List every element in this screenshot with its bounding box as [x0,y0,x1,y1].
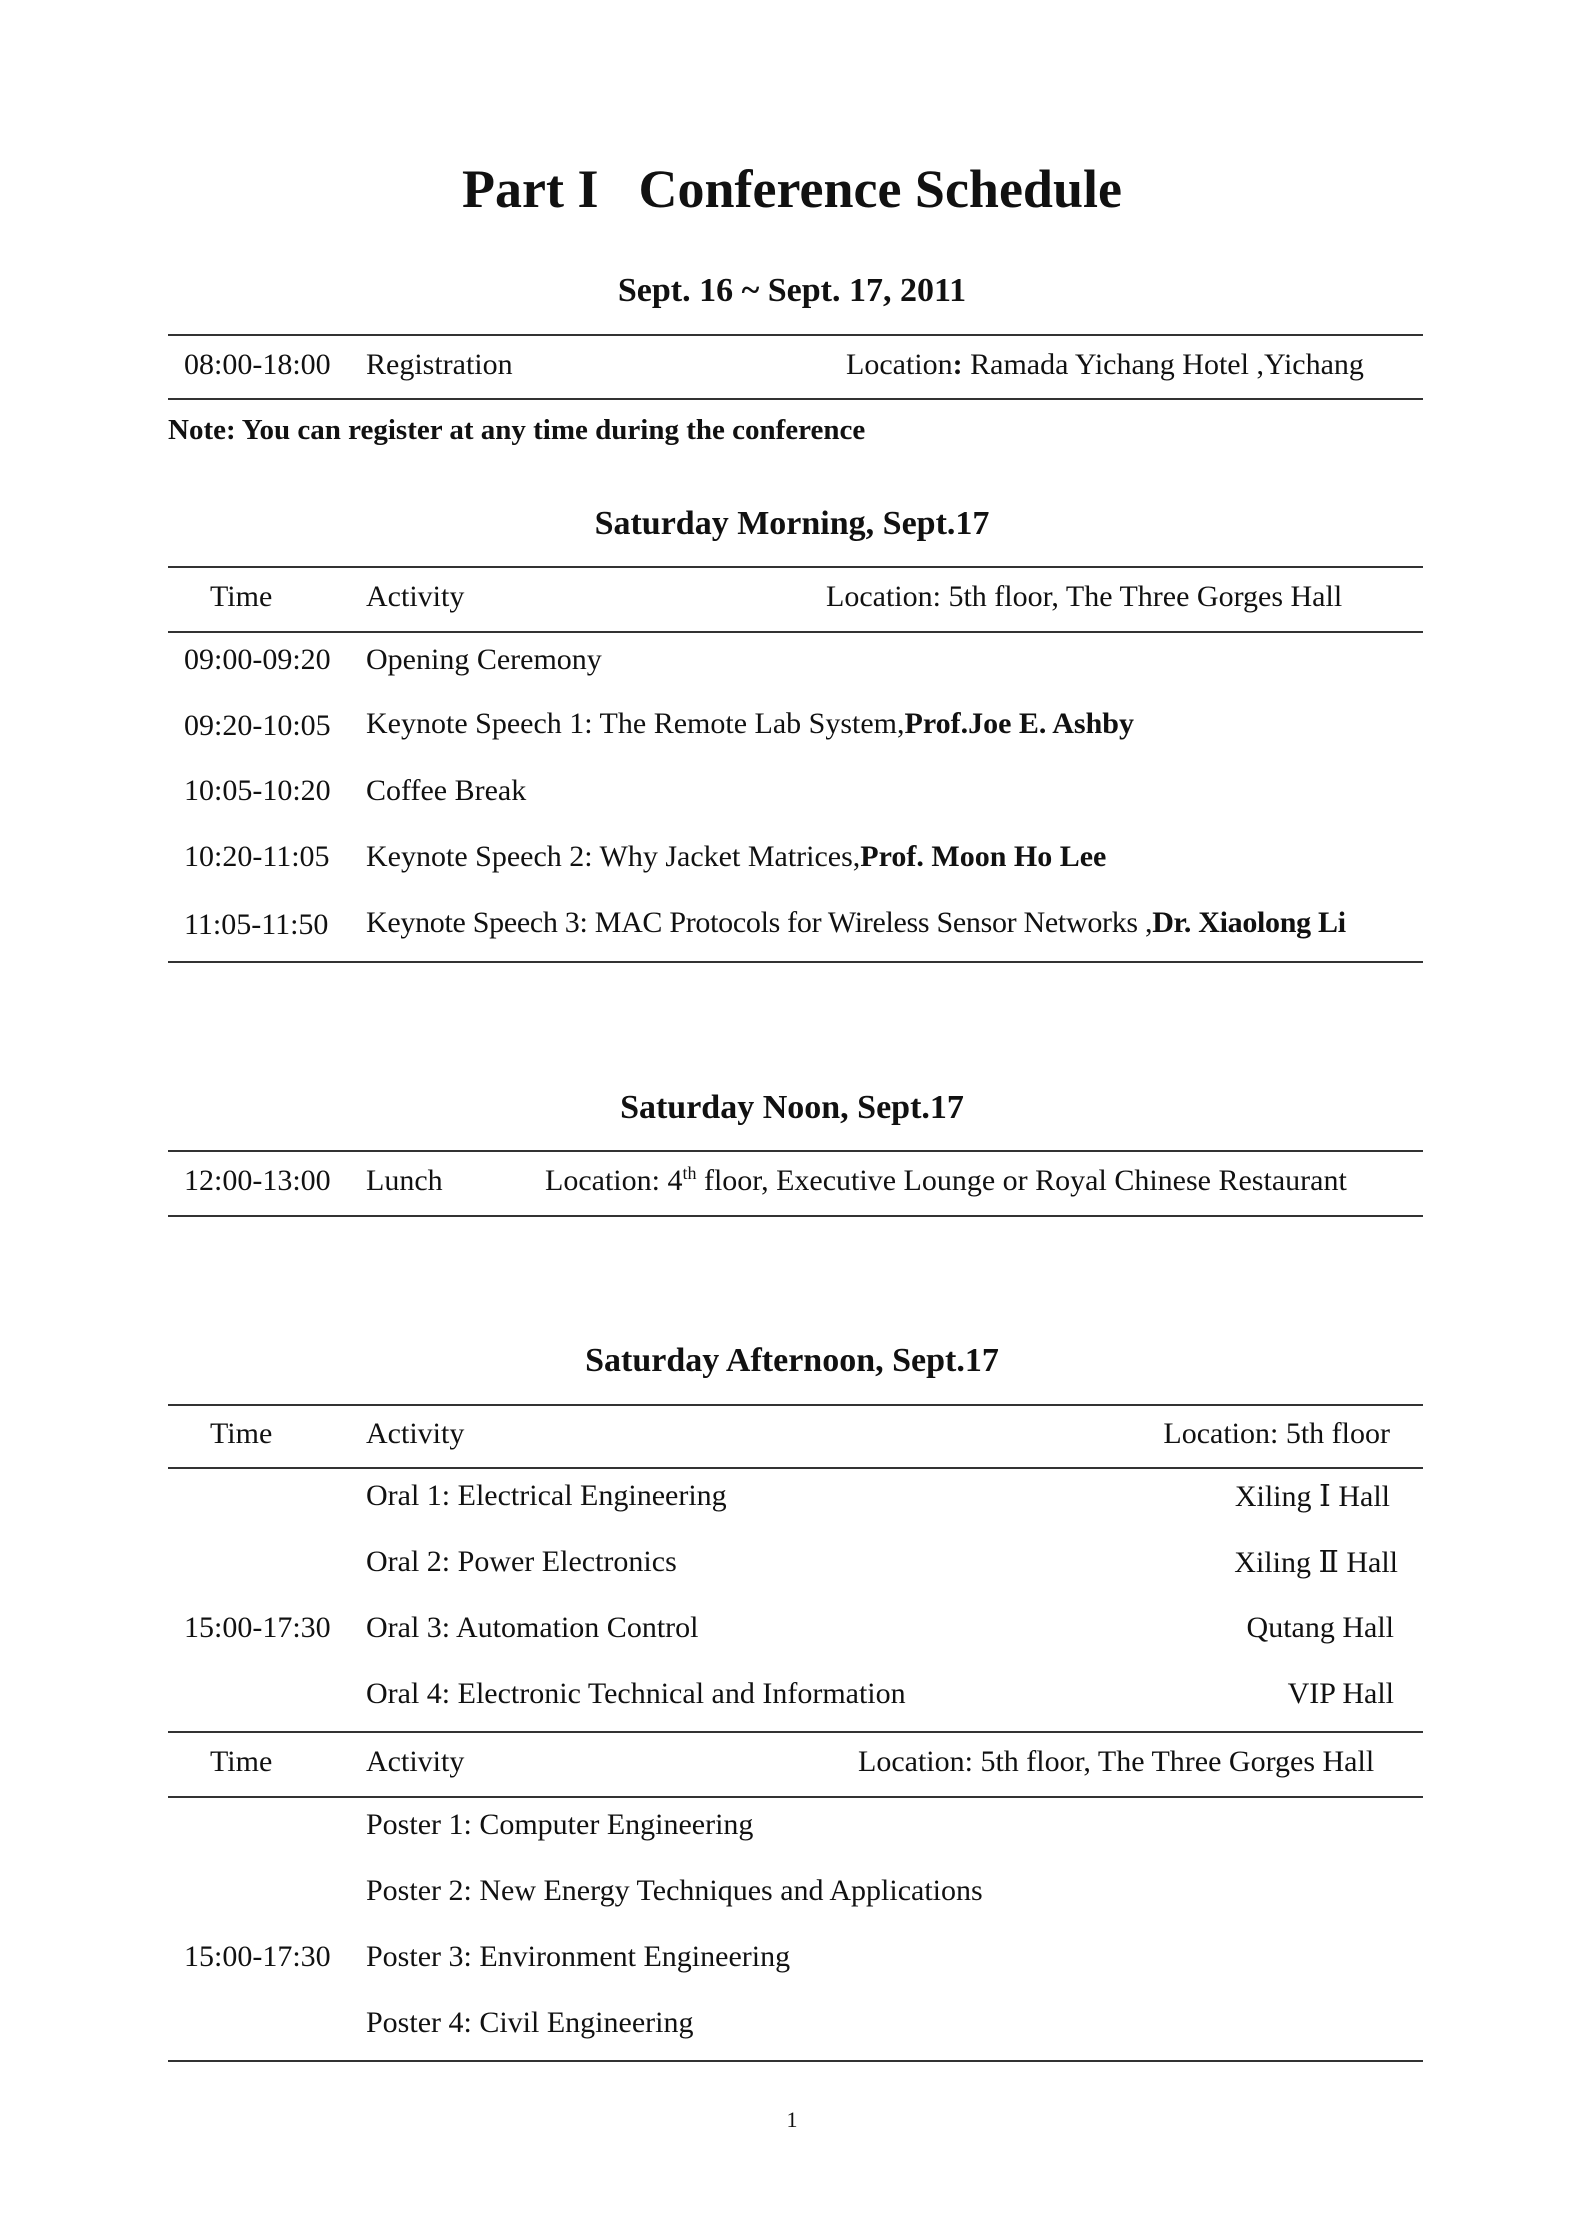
noon-activity: Lunch [366,1164,443,1197]
oral-row-activity: Oral 2: Power Electronics [366,1545,677,1578]
morning-row-activity [366,774,526,808]
divider [168,1467,1423,1469]
activity-text: Opening Ceremony [366,643,602,676]
activity-text: Keynote Speech 3: MAC Protocols for Wireless Sensor Networks , [366,906,1153,939]
page-number: 1 [786,2107,798,2132]
poster-col-time: Time [210,1745,273,1778]
oral-row-hall: Xiling Ⅱ Hall [1234,1546,1398,1579]
activity-text: Coffee Break [366,774,527,807]
noon-location-prefix: Location: 4 [545,1164,683,1197]
morning-row-activity [366,840,1106,874]
noon-location [545,1164,1347,1198]
divider [168,961,1423,963]
noon-location-suffix: floor, Executive Lounge or Royal Chinese Restaurant [696,1164,1347,1197]
oral-row-activity: Oral 1: Electrical Engineering [366,1479,727,1512]
title-name: Conference Schedule [638,159,1122,219]
morning-col-activity: Activity [366,580,465,613]
morning-row-time: 10:20-11:05 [184,840,330,873]
oral-row-activity: Oral 4: Electronic Technical and Information [366,1677,906,1710]
registration-heading: Sept. 16 ~ Sept. 17, 2011 [617,272,967,309]
registration-location-colon: : [952,348,963,381]
speaker-name: Prof.Joe E. Ashby [904,707,1134,740]
registration-time: 08:00-18:00 [184,348,331,381]
speaker-name: Dr. Xiaolong Li [1152,906,1346,939]
registration-location-label: Location [846,348,953,381]
oral-row-hall: Xiling Ⅰ Hall [1234,1480,1390,1513]
morning-row-activity [366,906,1346,940]
divider [168,398,1423,400]
divider [168,1796,1423,1798]
oral-col-time: Time [210,1417,273,1450]
morning-heading: Saturday Morning, Sept.17 [594,505,990,542]
poster-row-activity: Poster 4: Civil Engineering [366,2006,694,2039]
speaker-name: Prof. Moon Ho Lee [860,840,1107,873]
oral-col-activity: Activity [366,1417,465,1450]
poster-row-activity: Poster 1: Computer Engineering [366,1808,754,1841]
page-title [0,158,1584,220]
oral-location: Location: 5th floor [1163,1417,1390,1450]
oral-time: 15:00-17:30 [184,1611,331,1644]
divider [168,1404,1423,1406]
morning-row-time: 11:05-11:50 [184,908,329,941]
registration-activity: Registration [366,348,513,381]
divider [168,2060,1423,2062]
morning-col-time: Time [210,580,273,613]
morning-row-time: 09:20-10:05 [184,709,331,742]
noon-location-sup: th [682,1163,697,1183]
registration-location [846,348,1364,382]
activity-text: Keynote Speech 1: The Remote Lab System, [366,707,905,740]
noon-time: 12:00-13:00 [184,1164,331,1197]
morning-location: Location: 5th floor, The Three Gorges Hall [826,580,1343,613]
afternoon-heading: Saturday Afternoon, Sept.17 [585,1342,999,1379]
divider [168,631,1423,633]
divider [168,1215,1423,1217]
noon-heading: Saturday Noon, Sept.17 [620,1089,964,1126]
registration-note: Note: You can register at any time during the conference [168,414,866,446]
poster-col-activity: Activity [366,1745,465,1778]
divider [168,566,1423,568]
poster-row-activity: Poster 3: Environment Engineering [366,1940,791,1973]
divider [168,334,1423,336]
oral-row-activity: Oral 3: Automation Control [366,1611,699,1644]
morning-row-time: 09:00-09:20 [184,643,331,676]
divider [168,1150,1423,1152]
registration-location-value: Ramada Yichang Hotel ,Yichang [962,348,1364,381]
divider [168,1731,1423,1733]
morning-row-activity [366,643,602,677]
activity-text: Keynote Speech 2: Why Jacket Matrices, [366,840,861,873]
morning-row-time: 10:05-10:20 [184,774,331,807]
poster-time: 15:00-17:30 [184,1940,331,1973]
oral-row-hall: VIP Hall [1287,1677,1394,1710]
title-part: Part I [462,159,599,219]
poster-location: Location: 5th floor, The Three Gorges Hall [858,1745,1375,1778]
oral-row-hall: Qutang Hall [1246,1611,1394,1644]
poster-row-activity: Poster 2: New Energy Techniques and Applications [366,1874,983,1907]
morning-row-activity [366,707,1134,741]
